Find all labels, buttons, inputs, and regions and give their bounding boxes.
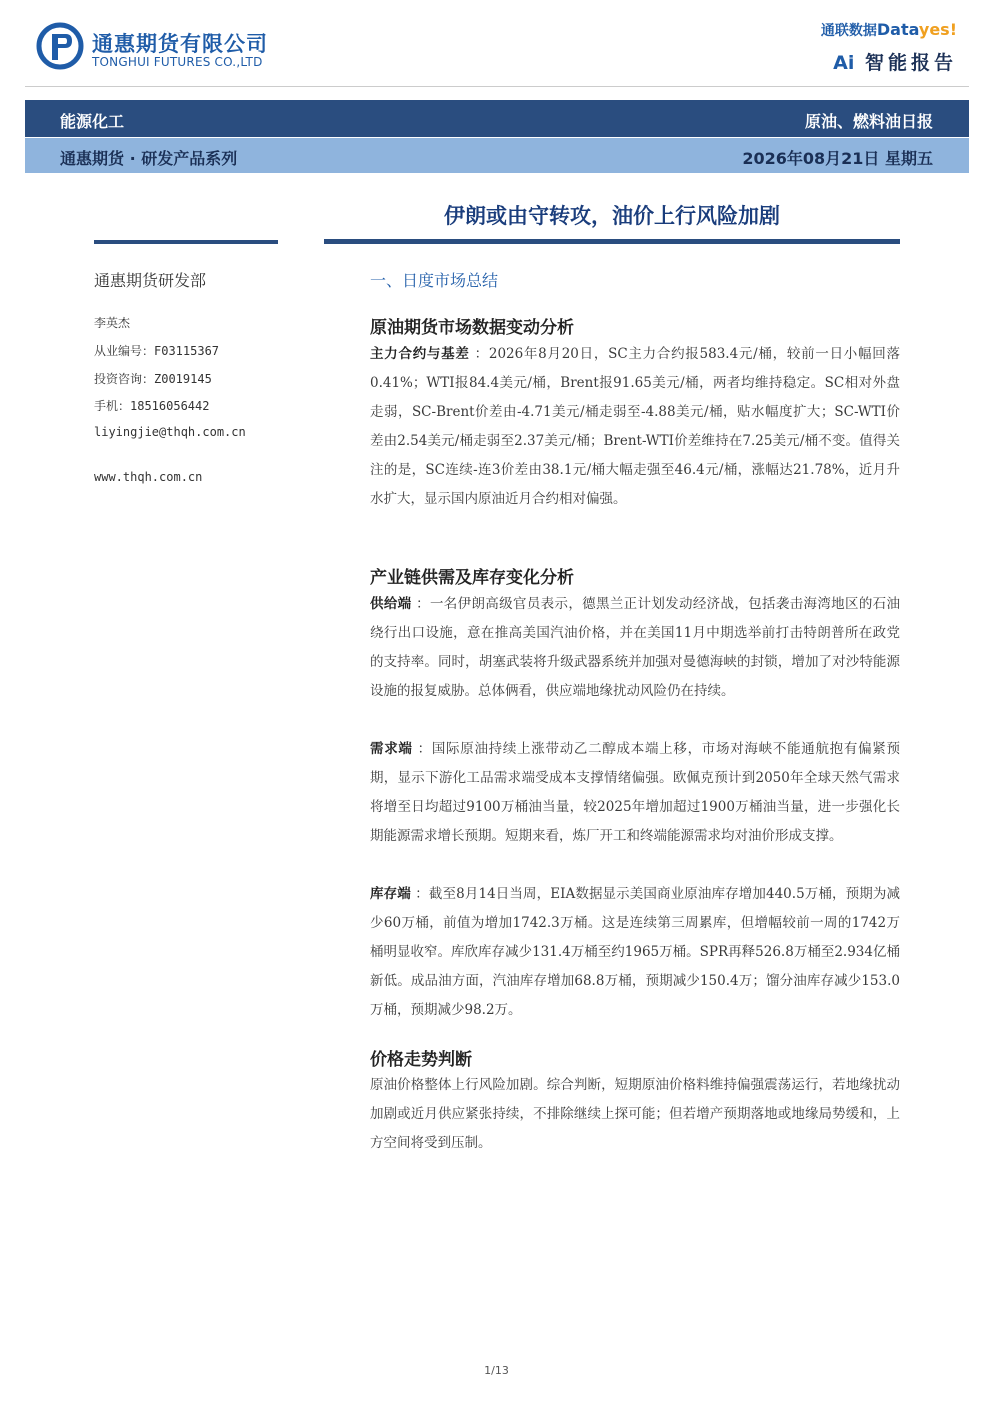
company-name-en: TONGHUI FUTURES CO.,LTD <box>92 55 263 69</box>
report-title: 伊朗或由守转攻，油价上行风险加剧 <box>444 204 780 228</box>
company-website[interactable]: www.thqh.com.cn <box>94 470 203 484</box>
title-rule <box>324 239 900 244</box>
paragraph-text: ：截至8月14日当周，EIA数据显示美国商业原油库存增加440.5万桶，预期为减少60万桶，前值为增加1742.3万桶。这是连续第三周累库，但增幅较前一周的1742万桶明显收窄。库欣库存减少131.4万桶至约1965万桶。SPR再释526.8万桶至2.934亿桶新低。成品油方面，汽油库存增加68.8万桶，预期减少150.4万；馏分油库存减少153.0万桶，预期减少98.2万。 <box>370 886 900 1018</box>
subheading-price-outlook: 价格走势判断 <box>370 1050 472 1070</box>
paragraph-demand <box>370 735 900 851</box>
paragraph-text: ：一名伊朗高级官员表示，德黑兰正计划发动经济战，包括袭击海湾地区的石油绕行出口设施，意在推高美国汽油价格，并在美国11月中期选举前打击特朗普所在政党的支持率。同时，胡塞武装将升级武器系统并加强对曼德海峡的封锁，增加了对沙特能源设施的报复威胁。总体俩看，供应端地缘扰动风险仍在持续。 <box>370 596 901 699</box>
analyst-email[interactable]: liyingjie@thqh.com.cn <box>94 425 246 439</box>
analyst-license: 从业编号：F03115367 <box>94 344 220 358</box>
paragraph-label: 主力合约与基差 <box>370 346 470 362</box>
ai-report-text: 智能报告 <box>864 52 957 74</box>
paragraph-inventory <box>370 880 900 1025</box>
sidebar-department: 通惠期货研发部 <box>94 271 207 290</box>
page-number: 1/13 <box>484 1364 509 1377</box>
ai-mark: Ai <box>833 52 855 74</box>
datayes-yes: yes! <box>918 20 957 39</box>
datayes-cn: 通联数据 <box>820 23 877 39</box>
company-name-cn: 通惠期货有限公司 <box>92 32 268 56</box>
datayes-data: Data <box>876 20 919 39</box>
analyst-phone: 手机：18516056442 <box>94 399 210 413</box>
paragraph-main-contract <box>370 340 900 514</box>
sidebar-rule <box>94 240 278 244</box>
sector-label: 能源化工 <box>60 112 125 131</box>
paragraph-text: ：国际原油持续上涨带动乙二醇成本端上移，市场对海峡不能通航抱有偏紧预期，显示下游化工品需求端受成本支撑情绪偏强。欧佩克预计到2050年全球天然气需求将增至日均超过9100万桶油当量，较2025年增加超过1900万桶油当量，进一步强化长期能源需求增长预期。短期来看，炼厂开工和终端能源需求均对油价形成支撑。 <box>370 741 900 844</box>
tonghui-logo-icon <box>36 22 84 70</box>
header-divider <box>25 86 969 87</box>
paragraph-label: 供给端 <box>370 596 412 612</box>
paragraph-label: 库存端 <box>370 886 411 902</box>
report-type-label: 原油、燃料油日报 <box>804 112 933 131</box>
paragraph-text: ：2026年8月20日，SC主力合约报583.4元/桶，较前一日小幅回落0.41%；WTI报84.4美元/桶，Brent报91.65美元/桶，两者均维持稳定。SC相对外盘走弱，SC-Brent价差由-4.71美元/桶走弱至-4.88美元/桶，贴水幅度扩大；SC-WTI价差由2.54美元/桶走弱至2.37美元/桶；Brent-WTI价差维持在7.25美元/桶不变。值得关注的是，SC连续-连3价差由38.1元/桶大幅走强至46.4元/桶，涨幅达21.78%，近月升水扩大，显示国内原油近月合约相对偏强。 <box>370 346 900 507</box>
series-label: 通惠期货 · 研发产品系列 <box>60 149 238 168</box>
paragraph-label: 需求端 <box>370 741 413 757</box>
analyst-name: 李英杰 <box>94 316 131 330</box>
report-date: 2026年08月21日 星期五 <box>742 149 933 168</box>
ai-report-label <box>833 48 957 75</box>
analyst-consulting-id: 投资咨询：Z0019145 <box>94 372 212 386</box>
section-title: 一、日度市场总结 <box>370 271 499 290</box>
datayes-logo <box>821 20 957 40</box>
paragraph-supply <box>370 590 900 706</box>
subheading-futures-data: 原油期货市场数据变动分析 <box>370 318 574 338</box>
paragraph-price-outlook: 原油价格整体上行风险加剧。综合判断，短期原油价格料维持偏强震荡运行，若地缘扰动加剧或近月供应紧张持续，不排除继续上探可能；但若增产预期落地或地缘局势缓和，上方空间将受到压制。 <box>370 1077 900 1151</box>
subheading-supply-demand: 产业链供需及库存变化分析 <box>370 568 574 588</box>
